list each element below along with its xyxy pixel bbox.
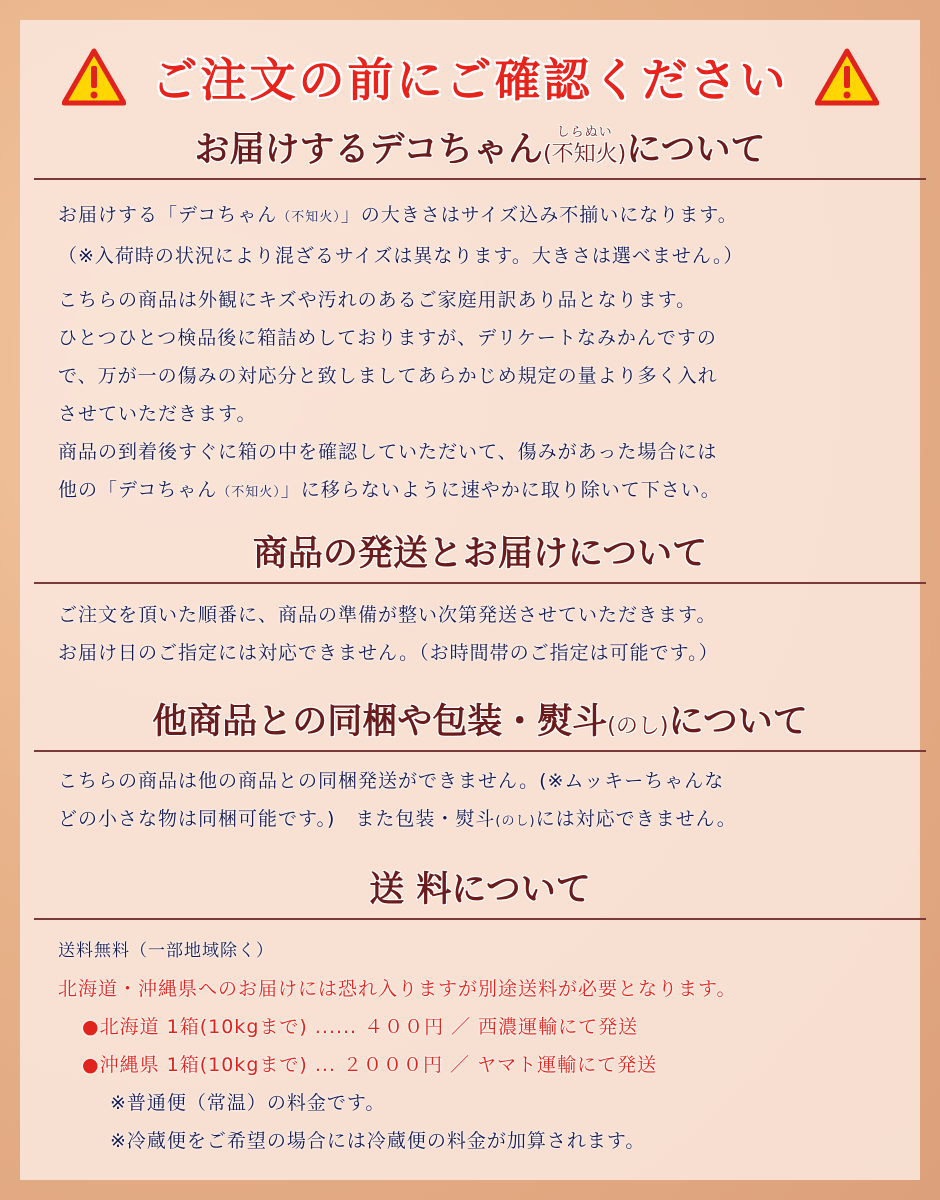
postage-text (58, 932, 918, 1160)
postage-notice: 北海道・沖縄県へのお届けには恐れ入りますが別途送料が必要となります。 (58, 978, 737, 1000)
text-line: 商品の到着後すぐに箱の中を確認していただいて、傷みがあった場合には (58, 441, 718, 463)
bullet-icon: ● (82, 1054, 100, 1076)
postage-row (58, 1046, 918, 1084)
text-line: こちらの商品は他の商品との同梱発送ができません。(※ムッキーちゃんな (58, 770, 725, 792)
shipping-text (58, 596, 918, 672)
text-segment: 他の「デコちゃん (58, 479, 218, 501)
text-line (58, 800, 918, 841)
text-segment: 」の大きさはサイズ込み不揃いになります。 (340, 204, 738, 226)
postage-row-text: 北海道 1箱(10kgまで) ...... ４００円 ／ 西濃運輸にて発送 (99, 1016, 639, 1038)
banner (20, 42, 920, 112)
banner-title: ご注文の前にご確認ください (151, 53, 789, 107)
heading-main: お届けするデコちゃん (194, 130, 544, 170)
section-heading-about (34, 122, 926, 180)
postage-free: 送料無料（一部地域除く） (58, 941, 274, 961)
heading-paren: (のし) (607, 714, 669, 739)
text-small: （不知火） (217, 485, 281, 500)
postage-row-text: 沖縄県 1箱(10kgまで) ... ２０００円 ／ ヤマト運輸にて発送 (99, 1054, 658, 1076)
postage-row (58, 1008, 918, 1046)
text-line: （※入荷時の状況により混ざるサイズは異なります。大きさは選べません。） (58, 245, 744, 267)
text-segment: 」に移らないように速やかに取り除いて下さい。 (280, 479, 721, 501)
heading-tail: について (626, 130, 766, 170)
notice-panel (20, 20, 920, 1180)
text-small: （不知火） (277, 210, 341, 225)
warning-icon (62, 48, 126, 106)
postage-note: ※冷蔵便をご希望の場合には冷蔵便の料金が加算されます。 (110, 1130, 646, 1152)
text-line: お届け日のご指定には対応できません。（お時間帯のご指定は可能です。） (58, 642, 719, 664)
text-line (58, 196, 918, 237)
text-line: させていただきます。 (58, 403, 257, 425)
text-segment: どの小さな物は同梱可能です。) また包装・熨斗 (58, 808, 496, 830)
text-segment: お届けする「デコちゃん (58, 204, 278, 226)
bullet-icon: ● (82, 1016, 100, 1038)
heading-ruby: しらぬい (556, 125, 613, 140)
section-heading-postage: 送 料について (34, 862, 926, 920)
text-line: ひとつひとつ検品後に箱詰めしておりますが、デリケートなみかんですの (58, 327, 717, 349)
text-line: ご注文を頂いた順番に、商品の準備が整い次第発送させていただきます。 (58, 604, 717, 626)
heading-paren (543, 125, 627, 168)
heading-paren-text: (不知火) (543, 142, 627, 167)
text-segment: には対応できません。 (535, 808, 737, 830)
wrapping-text (58, 762, 918, 841)
text-line: で、万が一の傷みの対応分と致しましてあらかじめ規定の量より多く入れ (58, 365, 718, 387)
text-line (58, 471, 918, 512)
text-small: (のし) (495, 814, 536, 829)
warning-icon (815, 48, 879, 106)
postage-note: ※普通便（常温）の料金です。 (110, 1092, 386, 1114)
text-line: こちらの商品は外観にキズや汚れのあるご家庭用訳あり品となります。 (58, 289, 697, 311)
heading-tail: について (668, 702, 808, 742)
section-heading-wrapping (34, 694, 926, 752)
heading-main: 他商品との同梱や包装・熨斗 (152, 702, 608, 742)
about-text (58, 196, 918, 512)
section-heading-shipping: 商品の発送とお届けについて (34, 526, 926, 584)
